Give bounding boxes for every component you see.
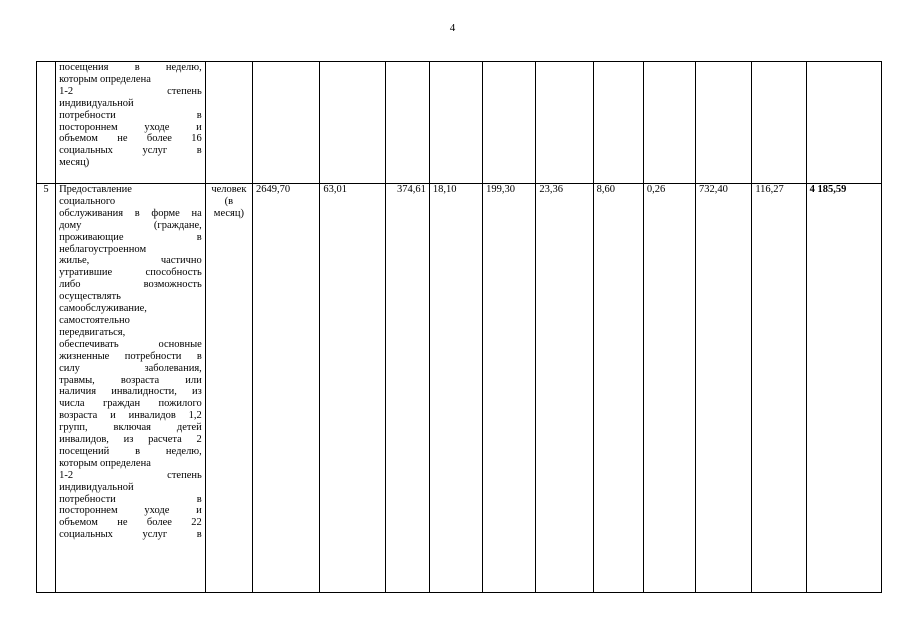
description-line: травмы, возраста или [59, 374, 202, 386]
table-row [37, 62, 882, 184]
value-cell: 0,26 [643, 184, 695, 593]
row-index [37, 62, 56, 184]
description-line: месяц) [59, 157, 90, 169]
description-line: осуществлять [59, 291, 121, 303]
value-cell [253, 62, 320, 184]
page-number: 4 [449, 22, 456, 34]
description-line: социальных услуг в [59, 529, 202, 541]
description-line: дому (граждане, [59, 219, 202, 231]
description-line: объемом не более 16 [59, 133, 202, 145]
value-cell [483, 62, 536, 184]
description-line: проживающие в [59, 231, 202, 243]
value-cell [320, 62, 385, 184]
description-line: 1-2 степень [59, 469, 202, 481]
value-cell [385, 62, 429, 184]
description-line: числа граждан пожилого [59, 398, 202, 410]
value-cell: 8,60 [593, 184, 643, 593]
description-line: которым определена [59, 457, 151, 469]
unit-cell [205, 184, 252, 593]
description-line: постороннем уходе и [59, 121, 202, 133]
description-line: самообслуживание, [59, 303, 147, 315]
total-cell: 4 185,59 [806, 184, 881, 593]
description-line: индивидуальной [59, 97, 134, 109]
value-cell [429, 62, 482, 184]
value-cell: 374,61 [385, 184, 429, 593]
description-line: жизненные потребности в [59, 350, 202, 362]
value-cell: 199,30 [483, 184, 536, 593]
row-index: 5 [37, 184, 56, 593]
description-line: неблагоустроенном [59, 243, 147, 255]
description-line: силу заболевания, [59, 362, 202, 374]
description-line: социального [59, 195, 116, 207]
value-cell [696, 62, 752, 184]
description-line: объемом не более 22 [59, 517, 202, 529]
description-line: посещения в неделю, [59, 62, 202, 73]
description-line: социальных услуг в [59, 145, 202, 157]
value-cell: 116,27 [752, 184, 806, 593]
description-line: посещений в неделю, [59, 445, 202, 457]
service-description [56, 184, 206, 593]
description-line: наличия инвалидности, из [59, 386, 202, 398]
description-line: возраста и инвалидов 1,2 [59, 410, 202, 422]
unit-cell [205, 62, 252, 184]
unit-line: человек [211, 184, 247, 195]
description-line: жилье, частично [59, 255, 202, 267]
description-line: инвалидов, из расчета 2 [59, 434, 202, 446]
description-line: индивидуальной [59, 481, 134, 493]
description-line: обслуживания в форме на [59, 207, 202, 219]
value-cell [536, 62, 593, 184]
description-line: утратившие способность [59, 267, 202, 279]
description-line: которым определена [59, 73, 151, 85]
value-cell [643, 62, 695, 184]
description-line: групп, включая детей [59, 422, 202, 434]
description-line: потребности в [59, 109, 202, 121]
description-line: Предоставление [59, 184, 132, 195]
description-line: обеспечивать основные [59, 338, 202, 350]
service-description [56, 62, 206, 184]
value-cell: 18,10 [429, 184, 482, 593]
value-cell: 2649,70 [253, 184, 320, 593]
value-cell: 23,36 [536, 184, 593, 593]
description-line: самостоятельно [59, 314, 130, 326]
description-line: постороннем уходе и [59, 505, 202, 517]
unit-line: месяц) [213, 207, 244, 219]
value-cell [593, 62, 643, 184]
value-cell [752, 62, 806, 184]
table-row [37, 184, 882, 593]
value-cell: 732,40 [696, 184, 752, 593]
description-line: передвигаться, [59, 326, 126, 338]
description-line: потребности в [59, 493, 202, 505]
description-line: 1-2 степень [59, 85, 202, 97]
value-cell: 63,01 [320, 184, 385, 593]
description-line: либо возможность [59, 279, 202, 291]
unit-line: (в [224, 195, 234, 207]
total-cell [806, 62, 881, 184]
cost-table [36, 61, 882, 593]
